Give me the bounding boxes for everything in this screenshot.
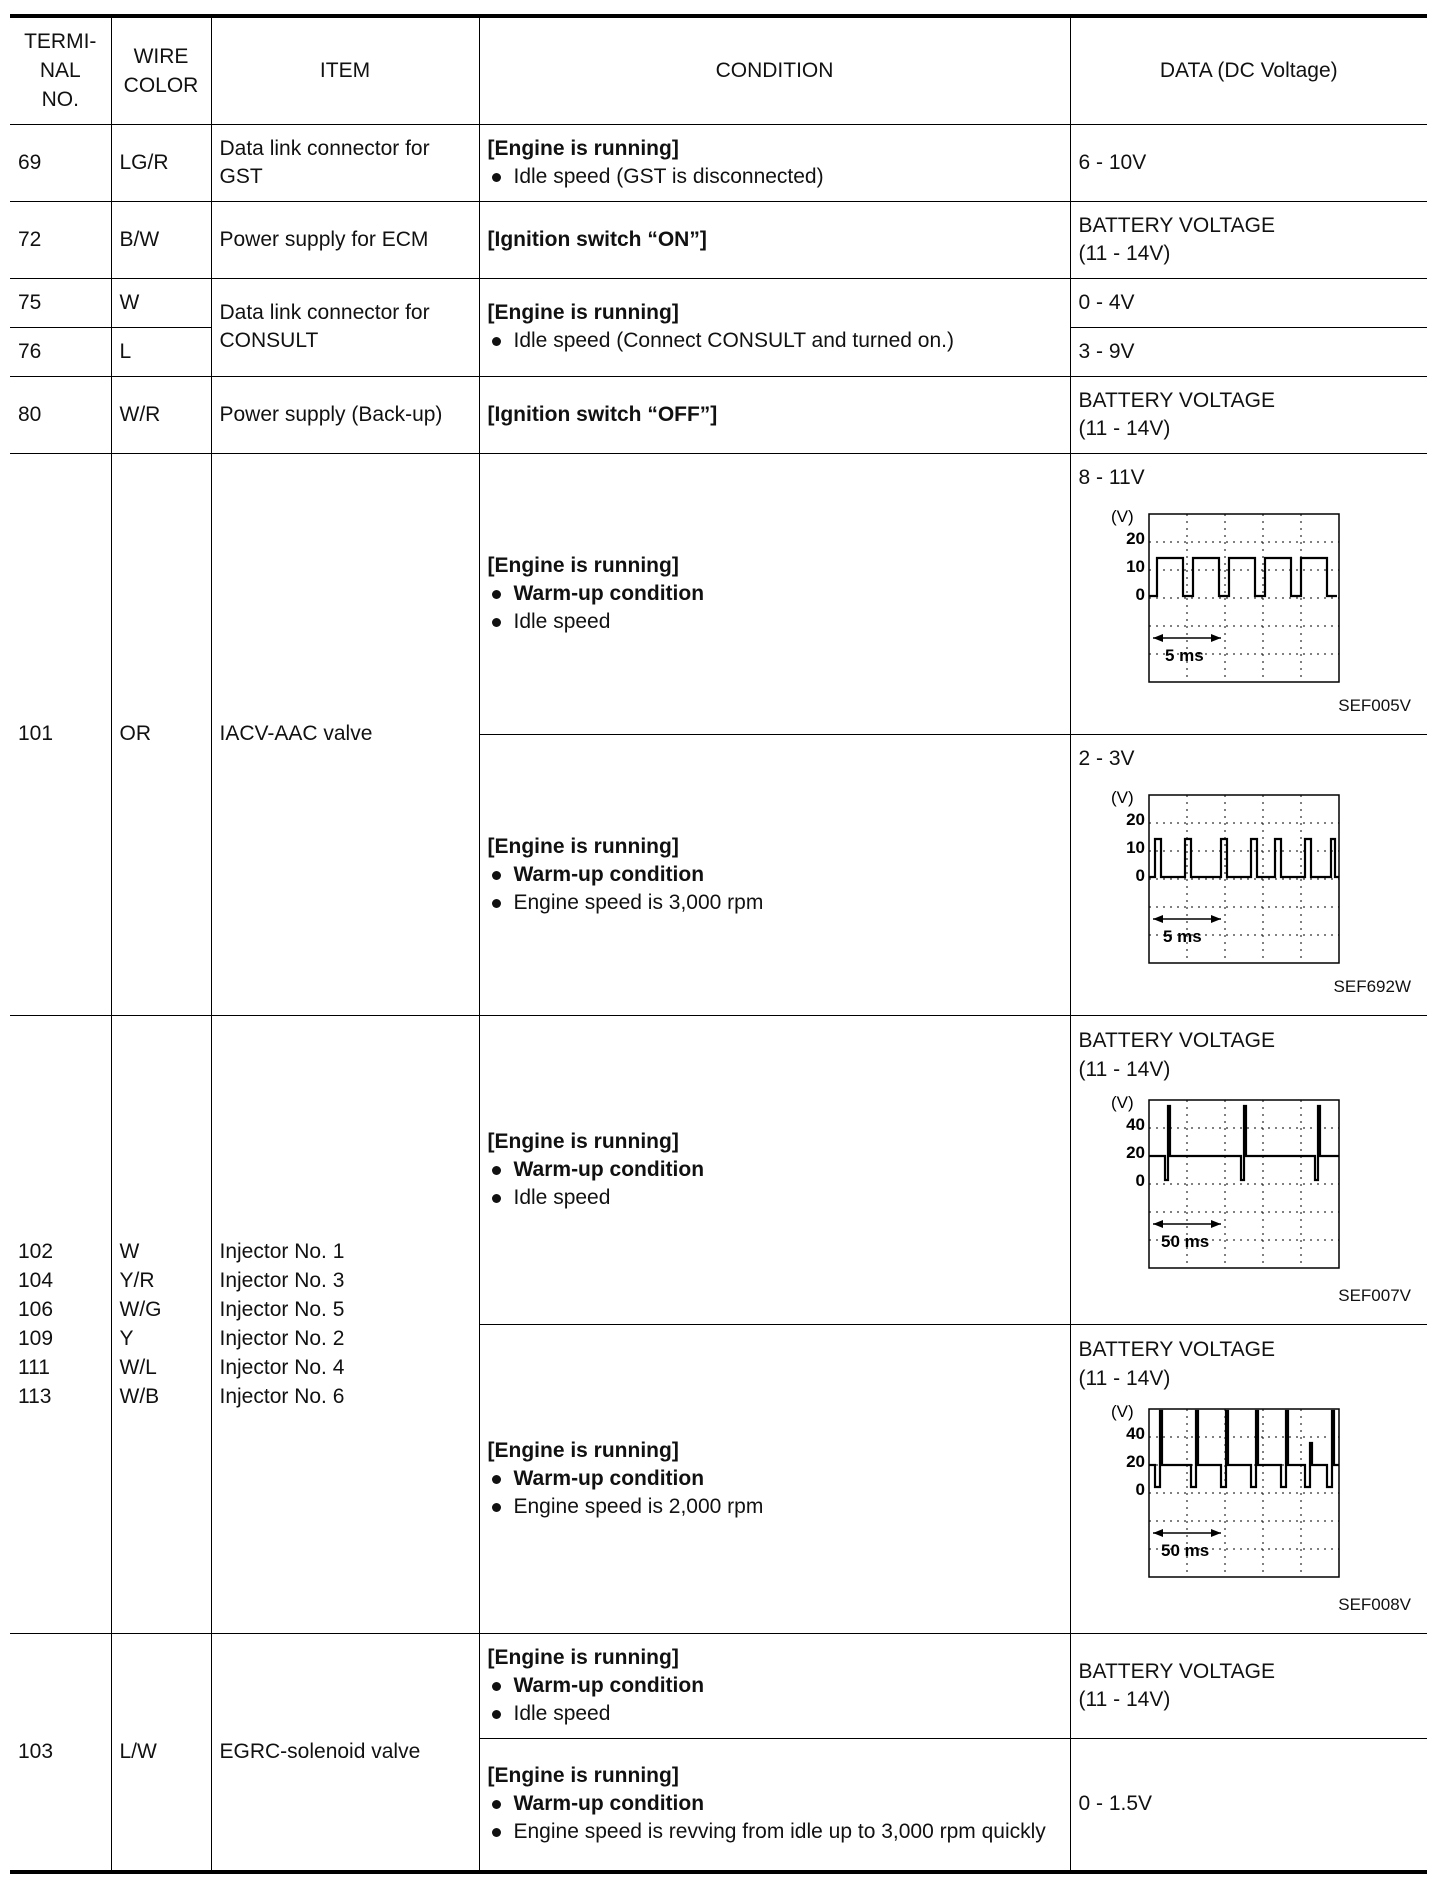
header-row xyxy=(10,16,1427,124)
condition-title: [Ignition switch “OFF”] xyxy=(487,402,718,426)
oscilloscope-waveform xyxy=(1105,787,1345,975)
condition-item: Warm-up condition xyxy=(488,580,1062,608)
terminal-no: 76 xyxy=(10,327,111,376)
arrow-icon xyxy=(1153,1529,1163,1537)
scope-unit-label: (V) xyxy=(1110,787,1134,807)
condition-item: Idle speed (GST is disconnected) xyxy=(488,163,1062,191)
data-value: 3 - 9V xyxy=(1070,327,1427,376)
scope-trace xyxy=(1149,1106,1339,1180)
header-wire-color: WIRE COLOR xyxy=(111,16,211,124)
scope-unit-label: (V) xyxy=(1110,1401,1134,1421)
table-row xyxy=(10,201,1427,278)
terminal-no: 103 xyxy=(10,1633,111,1872)
table-row xyxy=(10,1633,1427,1738)
data-cell xyxy=(1070,1015,1427,1324)
waveform-square-idle xyxy=(1105,506,1345,686)
scope-tick-label: 10 xyxy=(1125,837,1145,857)
condition-item: Idle speed (Connect CONSULT and turned on.) xyxy=(488,327,1062,355)
data-cell xyxy=(1070,1324,1427,1633)
scope-unit-label: (V) xyxy=(1110,506,1134,526)
condition xyxy=(479,1015,1070,1324)
condition-list xyxy=(488,327,1062,355)
condition-item: Warm-up condition xyxy=(488,1790,1062,1818)
wire-color: W Y/R W/G Y W/L W/B xyxy=(111,1015,211,1633)
wire-color: OR xyxy=(111,453,211,1015)
arrow-icon xyxy=(1211,1529,1221,1537)
condition-list xyxy=(488,163,1062,191)
scope-tick-label: 20 xyxy=(1125,1142,1145,1162)
condition-title: [Engine is running] xyxy=(487,553,679,577)
condition xyxy=(479,1738,1070,1872)
table-row xyxy=(10,453,1427,734)
terminal-no: 80 xyxy=(10,376,111,453)
waveform-injector-idle xyxy=(1105,1092,1345,1272)
condition xyxy=(479,278,1070,376)
figure-reference: SEF005V xyxy=(1338,695,1411,715)
condition-item: Warm-up condition xyxy=(488,1156,1062,1184)
condition-title: [Engine is running] xyxy=(487,301,679,324)
condition-item: Idle speed xyxy=(488,608,1062,636)
condition-title: [Engine is running] xyxy=(487,1438,679,1462)
scope-tick-label: 20 xyxy=(1125,528,1145,548)
condition-item: Idle speed xyxy=(488,1184,1062,1212)
condition-item: Engine speed is 3,000 rpm xyxy=(488,889,1062,917)
item: Data link connector for CONSULT xyxy=(211,278,479,376)
condition-item: Warm-up condition xyxy=(488,1465,1062,1493)
condition-title: [Engine is running] xyxy=(487,834,679,858)
scope-time-label: 5 ms xyxy=(1162,926,1202,946)
terminal-no: 102 104 106 109 111 113 xyxy=(10,1015,111,1633)
condition-item: Warm-up condition xyxy=(488,861,1062,889)
ecm-terminal-table xyxy=(10,14,1427,1874)
data-cell xyxy=(1070,734,1427,1015)
condition-title: [Ignition switch “ON”] xyxy=(487,227,707,251)
condition xyxy=(479,1633,1070,1738)
condition xyxy=(479,1324,1070,1633)
scope-tick-label: 0 xyxy=(1135,1170,1145,1190)
condition-item: Engine speed is revving from idle up to 3,000 rpm quickly xyxy=(488,1818,1062,1846)
scope-tick-label: 0 xyxy=(1135,1479,1145,1499)
wire-color: LG/R xyxy=(111,124,211,201)
figure-reference: SEF008V xyxy=(1338,1594,1411,1614)
condition-list xyxy=(488,861,1062,917)
scope-time-label: 5 ms xyxy=(1164,645,1204,665)
wire-color: L xyxy=(111,327,211,376)
figure-reference: SEF692W xyxy=(1333,976,1411,996)
table-row xyxy=(10,1015,1427,1324)
terminal-no: 72 xyxy=(10,201,111,278)
condition-title: [Engine is running] xyxy=(487,1645,679,1669)
condition-list xyxy=(488,1156,1062,1212)
condition-list xyxy=(488,1672,1062,1728)
item: Injector No. 1 Injector No. 3 Injector No. 5 Injector No. 2 Injector No. 4 Injector No. 6 xyxy=(211,1015,479,1633)
header-item: ITEM xyxy=(211,16,479,124)
oscilloscope-waveform xyxy=(1105,506,1345,694)
arrow-icon xyxy=(1211,634,1221,642)
scope-trace xyxy=(1149,558,1337,596)
wire-color: B/W xyxy=(111,201,211,278)
condition-title: [Engine is running] xyxy=(487,136,679,160)
table-row xyxy=(10,124,1427,201)
scope-tick-label: 0 xyxy=(1135,865,1145,885)
scope-trace xyxy=(1149,839,1339,877)
condition xyxy=(479,376,1070,453)
wire-color: L/W xyxy=(111,1633,211,1872)
condition-title: [Engine is running] xyxy=(487,1764,679,1788)
scope-tick-label: 40 xyxy=(1125,1114,1145,1134)
scope-tick-label: 20 xyxy=(1125,809,1145,829)
table-row xyxy=(10,278,1427,327)
oscilloscope-waveform xyxy=(1105,1092,1345,1280)
data-value: BATTERY VOLTAGE (11 - 14V) xyxy=(1078,1337,1275,1390)
data-value: 8 - 11V xyxy=(1078,465,1145,489)
header-condition: CONDITION xyxy=(479,16,1070,124)
wire-color: W xyxy=(111,278,211,327)
arrow-icon xyxy=(1211,915,1221,923)
data-value: BATTERY VOLTAGE (11 - 14V) xyxy=(1070,1633,1427,1738)
condition-list xyxy=(488,1790,1062,1846)
condition-title: [Engine is running] xyxy=(487,1129,679,1153)
condition-item: Engine speed is 2,000 rpm xyxy=(488,1493,1062,1521)
scope-tick-label: 20 xyxy=(1125,1451,1145,1471)
arrow-icon xyxy=(1211,1220,1221,1228)
scope-tick-label: 0 xyxy=(1135,584,1145,604)
condition-item: Warm-up condition xyxy=(488,1672,1062,1700)
terminal-no: 101 xyxy=(10,453,111,1015)
waveform-pulse-3000rpm xyxy=(1105,787,1345,967)
oscilloscope-waveform xyxy=(1105,1401,1345,1589)
table-row xyxy=(10,376,1427,453)
condition xyxy=(479,124,1070,201)
data-cell xyxy=(1070,453,1427,734)
ecm-terminal-table-page xyxy=(10,14,1427,1874)
condition-list xyxy=(488,1465,1062,1521)
header-data: DATA (DC Voltage) xyxy=(1070,16,1427,124)
data-value: BATTERY VOLTAGE (11 - 14V) xyxy=(1070,376,1427,453)
item: Power supply for ECM xyxy=(211,201,479,278)
header-terminal: TERMI- NAL NO. xyxy=(10,16,111,124)
data-value: 6 - 10V xyxy=(1070,124,1427,201)
scope-unit-label: (V) xyxy=(1110,1092,1134,1112)
scope-tick-label: 10 xyxy=(1125,556,1145,576)
wire-color: W/R xyxy=(111,376,211,453)
data-value: 2 - 3V xyxy=(1078,746,1135,770)
terminal-no: 75 xyxy=(10,278,111,327)
condition xyxy=(479,453,1070,734)
condition-list xyxy=(488,580,1062,636)
condition xyxy=(479,734,1070,1015)
scope-tick-label: 40 xyxy=(1125,1423,1145,1443)
data-value: BATTERY VOLTAGE (11 - 14V) xyxy=(1078,1028,1275,1081)
arrow-icon xyxy=(1153,1220,1163,1228)
scope-time-label: 50 ms xyxy=(1160,1231,1209,1251)
waveform-injector-2000rpm xyxy=(1105,1401,1345,1581)
condition xyxy=(479,201,1070,278)
item: EGRC-solenoid valve xyxy=(211,1633,479,1872)
data-value: BATTERY VOLTAGE (11 - 14V) xyxy=(1070,201,1427,278)
item: IACV-AAC valve xyxy=(211,453,479,1015)
scope-time-label: 50 ms xyxy=(1160,1540,1209,1560)
data-value: 0 - 4V xyxy=(1070,278,1427,327)
data-value: 0 - 1.5V xyxy=(1070,1738,1427,1872)
figure-reference: SEF007V xyxy=(1338,1285,1411,1305)
item: Power supply (Back-up) xyxy=(211,376,479,453)
condition-item: Idle speed xyxy=(488,1700,1062,1728)
terminal-no: 69 xyxy=(10,124,111,201)
arrow-icon xyxy=(1153,634,1163,642)
scope-trace xyxy=(1149,1411,1339,1487)
item: Data link connector for GST xyxy=(211,124,479,201)
arrow-icon xyxy=(1153,915,1163,923)
